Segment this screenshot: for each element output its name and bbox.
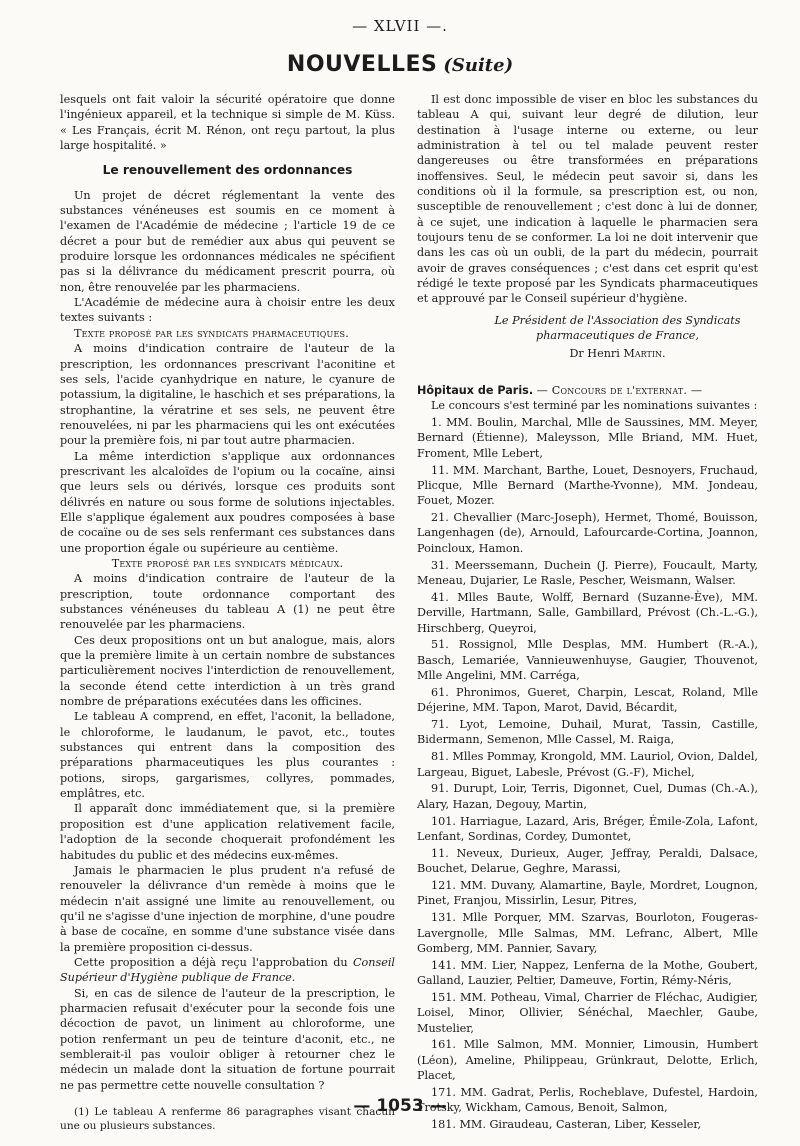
right-column (417, 92, 758, 1133)
paragraph: Ces deux propositions ont un but analogue, mais, alors que la première limite à un certain nombre de substances particulièrement nocives l'interdiction de renouvellement, la seconde étend cette interdiction à un très grand nombre de préparations exécutées dans les officines. (60, 633, 395, 709)
signature-surname: Martin. (623, 346, 666, 360)
page-roman-numeral: — XLVII —. (352, 17, 448, 35)
list-item: 21. Chevallier (Marc-Joseph), Hermet, Thomé, Bouisson, Langenhagen (de), Arnould, Lafourcarde-Cortina, Joannon, Poincloux, Hamon. (417, 511, 758, 555)
list-item: 51. Rossignol, Mlle Desplas, MM. Humbert (R.-A.), Basch, Lemariée, Vannieuwenhuyse, Gaugier, Thouvenot, Mlle Angelini, MM. Carréga, (417, 638, 758, 683)
hospitals-heading (417, 383, 758, 398)
paragraph: Jamais le pharmacien le plus prudent n'a refusé de renouveler la délivrance d'un remède à moins que le médecin n'ait assigné une limite au renouvellement, ou qu'il ne s'agisse d'une injection de morphine, d'une poudre à base de cocaïne, en somme d'une substance visée dans la première proposition ci-dessus. (60, 863, 395, 954)
paragraph: L'Académie de médecine aura à choisir entre les deux textes suivants : (60, 296, 395, 325)
list-item: 41. Mlles Baute, Wolff, Bernard (Suzanne-Ève), MM. Derville, Hartmann, Salle, Gambillard, Prévost (Ch.-L.-G.), Hirschberg, Queyroi, (417, 590, 758, 635)
list-item: 81. Mlles Pommay, Krongold, MM. Lauriol, Ovion, Daldel, Largeau, Biguet, Labesle, Prévost (G.-F), Michel, (417, 750, 758, 779)
paragraph: A moins d'indication contraire de l'auteur de la prescription, les ordonnances prescrivant l'aconitine et ses sels, l'acide cyanhydrique en nature, le cyanure de potassium, la digitaline, le haschich et ses préparations, la strophantine, la vératrine et ses sels, ne peuvent être renouvelées, ni par les pharmaciens qui les ont exécutées pour la première fois, ni par tout autre pharmacien. (60, 342, 395, 448)
list-item: 71. Lyot, Lemoine, Duhail, Murat, Tassin, Castille, Bidermann, Semenon, Mlle Cassel, M. Raiga, (417, 718, 758, 747)
signature-name (417, 346, 758, 361)
list-item: 11. Neveux, Durieux, Auger, Jeffray, Peraldi, Dalsace, Bouchet, Delarue, Geghre, Marassi, (417, 846, 758, 876)
nominations-list (417, 415, 758, 1132)
signature-title: Le Président de l'Association des Syndicats pharmaceutiques de France, (494, 313, 741, 343)
paragraph: La même interdiction s'applique aux ordonnances prescrivant les alcaloïdes de l'opium ou la cocaïne, ainsi que leurs sels ou dérivés, lorsque ces produits sont délivrés en nature ou sous forme de solutions injectables. Elle s'applique également aux poudres composées à base de cocaïne ou de ses sels renfermant ces substances dans une proportion égale ou supérieure au centième. (60, 449, 395, 555)
section-title: NOUVELLES (286, 52, 438, 77)
footnote: (1) Le tableau A renferme 86 paragraphes visant chacun une ou plusieurs substances. (60, 1106, 395, 1132)
list-item: 101. Harriague, Lazard, Aris, Bréger, Émile-Zola, Lafont, Lenfant, Sordinas, Cordey, Dumontet, (417, 814, 758, 843)
list-item: 1. MM. Boulin, Marchal, Mlle de Saussines, MM. Meyer, Bernard (Étienne), Maleysson, Mlle Briand, MM. Huet, Froment, Mlle Lebert, (417, 416, 758, 460)
text-heading-medical: Texte proposé par les syndicats médicaux. (111, 556, 344, 570)
left-column (60, 92, 395, 1133)
list-item: 131. Mlle Porquer, MM. Szarvas, Bourloton, Fougeras-Lavergnolle, Mlle Salmas, MM. Lefranc, Albert, Mlle Gomberg, MM. Pannier, Savary, (417, 911, 758, 955)
paragraph: A moins d'indication contraire de l'auteur de la prescription, toute ordonnance comportant des substances vénéneuses du tableau A (1) ne peut être renouvelée par les pharmaciens. (60, 572, 395, 632)
page-title (0, 52, 800, 77)
paragraph: Si, en cas de silence de l'auteur de la prescription, le pharmacien refusait d'exécuter pour la seconde fois une décoction de pavot, un liniment au chloroforme, une potion renfermant un peu de teinture d'aconit, etc., ne semblerait-il pas vouloir obliger à retourner chez le médecin un malade dont la situation de fortune pourrait ne pas permettre cette nouvelle consultation ? (60, 986, 395, 1092)
paragraph (60, 955, 395, 986)
paragraph-text: Cette proposition a déjà reçu l'approbation du (74, 955, 348, 969)
paragraph: Il apparaît donc immédiatement que, si la première proposition est d'une application relativement facile, l'adoption de la seconde choquerait profondément les habitudes du public et des médecins eux-mêmes. (60, 802, 395, 862)
paragraph: Il est donc impossible de viser en bloc les substances du tableau A qui, suivant leur degré de dilution, leur destination à l'usage interne ou externe, ou leur administration à tel ou tel malade peuvent rester dangereuses ou être transformées en préparations inoffensives. Seul, le médecin peut savoir si, dans les conditions où il la formule, sa prescription est, ou non, susceptible de renouvellement ; c'est donc à lui de donner, à ce sujet, une indication à laquelle le pharmacien sera toujours tenu de se conformer. La loi ne doit intervenir que dans les cas où un oubli, de la part du médecin, pourrait avoir de graves conséquences ; c'est dans cet esprit qu'est rédigé le texte proposé par les Syndicats pharmaceutiques et approuvé par le Conseil supérieur d'hygiène. (417, 93, 758, 306)
list-item: 171. MM. Gadrat, Perlis, Rocheblave, Dufestel, Hardoin, Trotsky, Wickham, Camous, Benoit, Salmon, (417, 1085, 758, 1115)
signature-prefix: Dr Henri (569, 346, 620, 360)
page-number: — 1053 — (353, 1096, 447, 1116)
paragraph: Le tableau A comprend, en effet, l'aconit, la belladone, le chloroforme, le laudanum, le pavot, etc., toutes substances qui entrent dans la composition des préparations pharmaceutiques les plus courantes : potions, sirops, gargarismes, collyres, pommades, emplâtres, etc. (60, 710, 395, 801)
intro-paragraph: lesquels ont fait valoir la sécurité opératoire que donne l'ingénieux appareil, et la technique si simple de M. Küss. « Les Français, écrit M. Rénon, ont reçu partout, la plus large hospitalité. » (60, 93, 395, 153)
list-item: 61. Phronimos, Gueret, Charpin, Lescat, Roland, Mlle Déjerine, MM. Tapon, Marot, David, Bécardit, (417, 685, 758, 715)
text-heading-pharmaceutical: Texte proposé par les syndicats pharmaceutiques. (74, 326, 349, 340)
conseil-name: Conseil Supérieur d'Hygiène publique de France. (60, 955, 395, 985)
concours-label: — Concours de l'externat. — (536, 383, 703, 397)
list-item: 161. Mlle Salmon, MM. Monnier, Limousin, Humbert (Léon), Ameline, Philippeau, Grünkraut, Delotte, Erlich, Placet, (417, 1038, 758, 1083)
list-item: 151. MM. Potheau, Vimal, Charrier de Fléchac, Audigier, Loisel, Minor, Ollivier, Sénéchal, Maechler, Gaube, Mustelier, (417, 990, 758, 1035)
list-item: 121. MM. Duvany, Alamartine, Bayle, Mordret, Lougnon, Pinet, Franjou, Missirlin, Lesur, Pitres, (417, 879, 758, 908)
list-item: 11. MM. Marchant, Barthe, Louet, Desnoyers, Fruchaud, Plicque, Mlle Bernard (Marthe-Yvonne), MM. Jondeau, Fouet, Mozer. (417, 463, 758, 508)
list-item: 181. MM. Giraudeau, Casteran, Liber, Kesseler, (431, 1118, 702, 1132)
section-heading: Le renouvellement des ordonnances (102, 163, 353, 178)
list-item: 91. Durupt, Loir, Terris, Digonnet, Cuel, Dumas (Ch.-A.), Alary, Hazan, Degouy, Martin, (417, 782, 758, 811)
list-item: 141. MM. Lier, Nappez, Lenferna de la Mothe, Goubert, Galland, Lauzier, Peltier, Dameuve, Fortin, Rémy-Néris, (417, 958, 758, 988)
hospitals-lead: Hôpitaux de Paris. (417, 383, 534, 397)
hospitals-intro: Le concours s'est terminé par les nominations suivantes : (431, 399, 758, 413)
section-title-suite: (Suite) (443, 55, 514, 76)
paragraph: Un projet de décret réglementant la vente des substances vénéneuses est soumis en ce moment à l'examen de l'Académie de médecine ; l'article 19 de ce décret a pour but de remédier aux abus qui peuvent se produire lorsque les ordonnances médicales ne spécifient pas si la délivrance du médicament prescrit pourra, où non, être renouvelée par les pharmaciens. (60, 188, 395, 294)
list-item: 31. Meerssemann, Duchein (J. Pierre), Foucault, Marty, Meneau, Dujarier, Le Rasle, Pescher, Weismann, Walser. (417, 558, 758, 587)
